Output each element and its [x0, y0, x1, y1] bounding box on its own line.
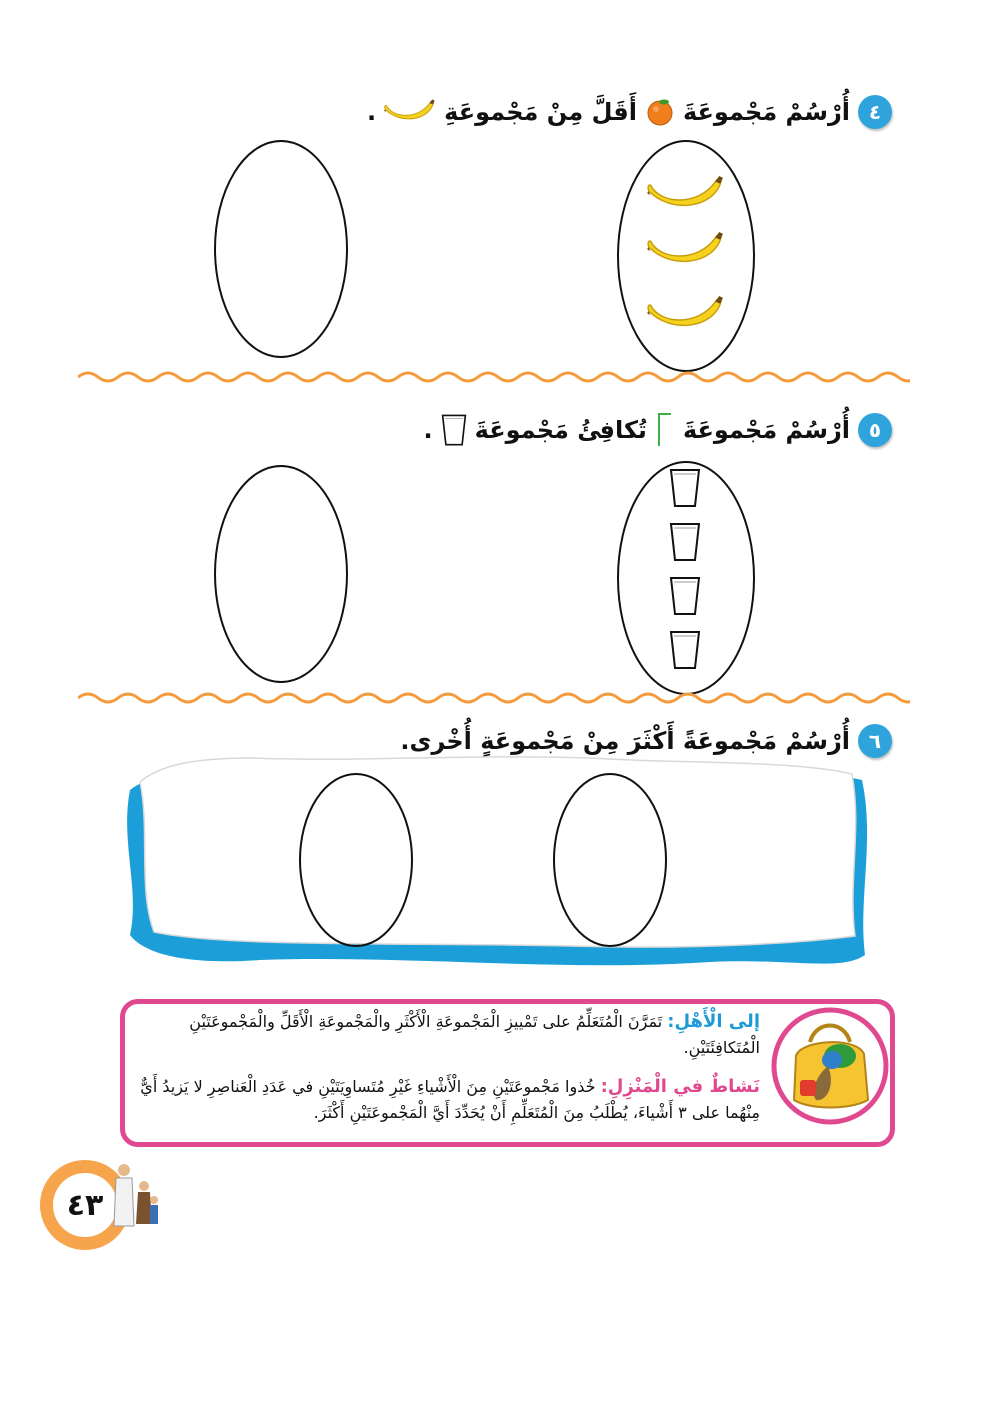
banana-icon: [647, 176, 723, 205]
parents-note-label: إلى الْأَهْلِ:: [667, 1011, 760, 1032]
parents-note-content: [140, 1008, 760, 1137]
cup-icon: [671, 578, 699, 614]
school-bag-illustration: [770, 1006, 890, 1126]
family-illustration: [110, 1160, 160, 1230]
instruction-text: أُرْسُمْ مَجْموعَةً أَكْثَرَ مِنْ مَجْموعَةٍ أُخْرى.: [400, 727, 850, 755]
banana-icon: [647, 232, 723, 261]
page-number: ٤٣: [53, 1173, 117, 1237]
wavy-divider: [78, 369, 910, 385]
exercise-number-badge: ٦: [858, 724, 892, 758]
exercise-5-drawing-area: [0, 450, 992, 700]
banana-icon: [384, 98, 436, 126]
exercise-number-badge: ٤: [858, 95, 892, 129]
cup-icon: [671, 470, 699, 506]
exercise-4-instruction: [367, 95, 892, 129]
home-activity-text: خُذوا مَجْموعَتَيْنِ مِنَ الْأَشْياءِ غَيْرِ مُتَساوِيَتَيْنِ في عَدَدِ الْعَناصِرِ لا يَزيدُ أَيٌّ مِنْهُما على ٣ أَشْياءَ، يُطْلَبُ مِنَ الْمُتَعَلِّمِ أَنْ يُحَدِّدَ أَيَّ الْمَجْموعَتَيْنِ أَكْثَرَ.: [140, 1076, 760, 1122]
empty-set-ellipse[interactable]: [215, 466, 347, 682]
instruction-text-end: .: [423, 416, 433, 444]
blank-box-icon: [655, 412, 675, 448]
home-activity-paragraph: [140, 1073, 760, 1126]
cup-icon: [441, 413, 467, 447]
instruction-text-middle: تُكافِئُ مَجْموعَةَ: [474, 416, 647, 444]
wavy-divider: [78, 690, 910, 706]
orange-icon: [645, 97, 675, 127]
exercise-4-drawing-area: [0, 130, 992, 395]
cup-icon: [671, 632, 699, 668]
exercise-6-drawing-board: [110, 750, 890, 990]
exercise-number-badge: ٥: [858, 413, 892, 447]
instruction-text-start: أُرْسُمْ مَجْموعَةَ: [682, 416, 850, 444]
cup-icon: [671, 524, 699, 560]
instruction-text-start: أُرْسُمْ مَجْموعَةَ: [682, 98, 850, 126]
banana-icon: [647, 296, 723, 325]
instruction-text-middle: أَقَلَّ مِنْ مَجْموعَةِ: [444, 98, 637, 126]
parents-note-paragraph: [140, 1008, 760, 1061]
instruction-text-end: .: [367, 98, 377, 126]
home-activity-label: نَشاطٌ في الْمَنْزِلِ:: [600, 1075, 760, 1097]
exercise-5-instruction: [424, 412, 892, 448]
parents-note-text: تَمَرَّنَ الْمُتَعَلِّمُ على تَمْييزِ الْمَجْموعَةِ الْأَكْثَرِ والْمَجْموعَةِ الْأَقَلِّ والْمَجْموعَتَيْنِ الْمُتَكافِئَتَيْنِ.: [189, 1012, 760, 1057]
empty-set-ellipse[interactable]: [215, 141, 347, 357]
